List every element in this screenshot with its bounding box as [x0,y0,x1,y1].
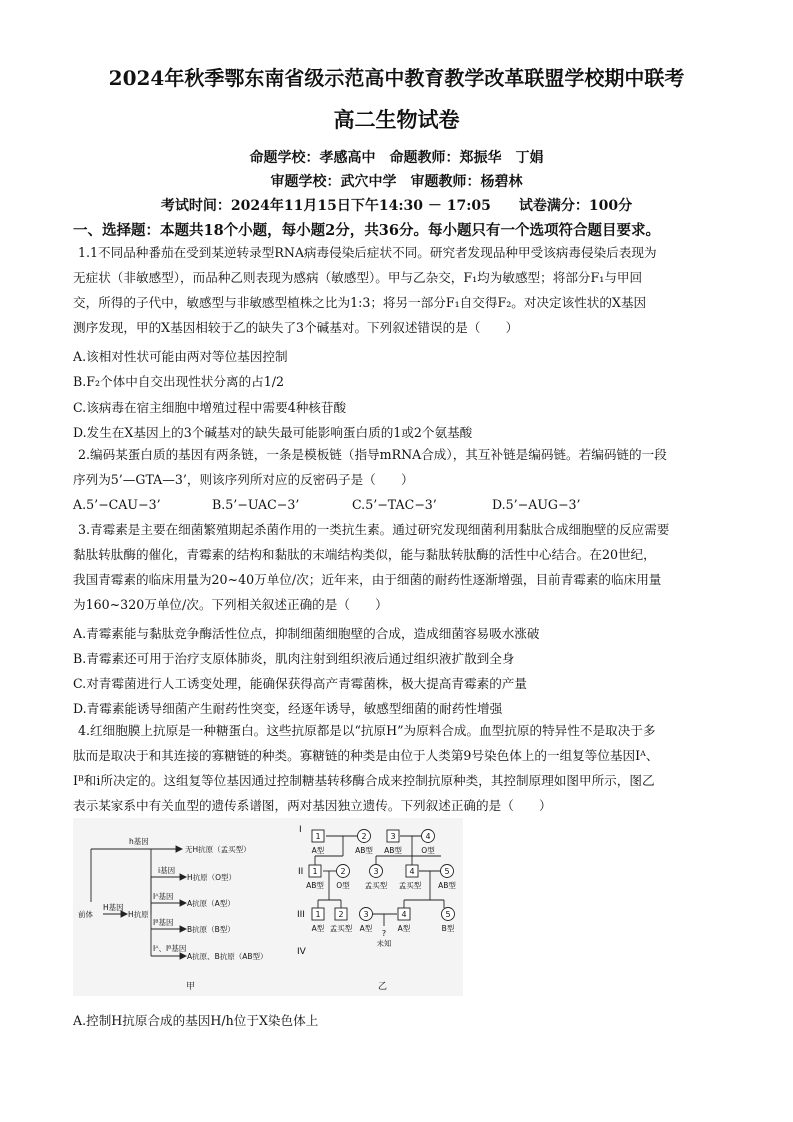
pedigree-label: B型 [441,924,455,933]
q1-option-d: D.发生在X基因上的3个碱基对的缺失最可能影响蛋白质的1或2个氨基酸 [73,425,473,440]
pedigree-label: A型 [359,924,373,933]
blood-type-figure [73,818,463,996]
exam-subtitle: 高二生物试卷 [333,107,460,132]
pedigree-number: 4 [425,832,431,841]
q3-line: 我国青霉素的临床用量为20~40万单位/次；近年来，由于细菌的耐药性逐渐增强，目前青霉素的临床用量 [73,572,662,587]
generation-label: IV [297,947,306,957]
pedigree-label: AB型 [355,846,373,855]
pedigree-unknown-label: 未知 [376,939,392,948]
pedigree-label: AB型 [438,881,456,890]
pedigree-label: O型 [421,846,435,855]
no-h-antigen-label: 无H抗原（孟买型） [185,845,251,854]
q3-option-c: C.对青霉菌进行人工诱变处理，能确保获得高产青霉菌株，极大提高青霉素的产量 [73,676,527,691]
q3-option-b: B.青霉素还可用于治疗支原体肺炎，肌肉注射到组织液后通过组织液扩散到全身 [73,651,515,666]
q4-line: 肽而是取决于和其连接的寡糖链的种类。寡糖链的种类是由位于人类第9号染色体上的一组复等位基因Iᴬ、 [73,748,659,763]
q4-line: Iᴮ和i所决定的。这组复等位基因通过控制糖基转移酶合成来控制抗原种类，其控制原理如图甲所示，图乙 [73,773,655,788]
H-antigen-O-label: H抗原（O型） [187,873,237,882]
H-gene-label: H基因 [103,903,124,912]
pedigree-unknown-mark: ? [381,929,387,938]
pedigree-label: 孟买型 [329,924,353,933]
pedigree-number: 2 [338,910,344,919]
H-antigen-node-label: H抗原 [128,910,149,919]
A-antigen-label: A抗原（A型） [187,899,235,908]
q1-line: 1.1不同品种番茄在受到某逆转录型RNA病毒侵染后症状不同。研究者发现品种甲受该病毒侵染后表现为 [78,245,657,260]
q1-line: 测序发现，甲的X基因相较于乙的缺失了3个碱基对。下列叙述错误的是（ ） [73,320,519,335]
q1-option-b: B.F₂个体中自交出现性状分离的占1/2 [73,374,285,389]
pedigree-label: 孟买型 [364,881,388,890]
IB-gene-label: Iᴮ基因 [153,918,174,927]
q2-option-d: D.5’−AUG−3’ [492,497,581,512]
IAIB-gene-label: Iᴬ、Iᴮ基因 [153,944,187,953]
q2-option-a: A.5’−CAU−3’ [73,497,161,512]
h-gene-label: h基因 [129,837,149,846]
generation-label: II [298,867,304,877]
q4-option-a: A.控制H抗原合成的基因H/h位于X染色体上 [73,1013,319,1028]
q1-line: 无症状（非敏感型），而品种乙则表现为感病（敏感型）。甲与乙杂交，F₁均为敏感型；将部分F₁与甲回 [73,270,643,285]
q4-line: 4.红细胞膜上抗原是一种糖蛋白。这些抗原都是以“抗原H”为原料合成。血型抗原的特异性不是取决于多 [78,723,656,738]
q3-option-a: A.青霉素能与黏肽竞争酶活性位点，抑制细菌细胞壁的合成，造成细菌容易吸水涨破 [73,626,540,641]
pedigree-number: 3 [363,910,369,919]
q4-line: 表示某家系中有关血型的遗传系谱图，两对基因独立遗传。下列叙述正确的是（ ） [73,798,552,813]
q1-option-a: A.该相对性状可能由两对等位基因控制 [73,349,288,364]
q2-line: 2.编码某蛋白质的基因有两条链，一条是模板链（指导mRNA合成），其互补链是编码链。若编码链的一段 [78,447,667,462]
figure-jia-caption: 甲 [186,982,196,992]
pedigree-number: 1 [312,867,318,876]
pedigree-number: 2 [361,832,367,841]
exam-title: 2024年秋季鄂东南省级示范高中教育教学改革联盟学校期中联考 [108,66,685,90]
pedigree-number: 4 [409,867,415,876]
pedigree-number: 5 [444,867,450,876]
q2-option-c: C.5’−TAC−3’ [352,497,437,512]
pedigree-number: 2 [340,867,346,876]
pedigree-label: O型 [336,881,350,890]
B-antigen-label: B抗原（B型） [187,925,235,934]
pedigree-number: 3 [373,867,379,876]
q2-option-b: B.5’−UAC−3’ [212,497,300,512]
q1-option-c: C.该病毒在宿主细胞中增殖过程中需要4种核苷酸 [73,400,347,415]
proposer-line: 命题学校：孝感高中 命题教师：郑振华 丁娟 [249,150,544,166]
generation-label: III [297,910,305,920]
q3-line: 3.青霉素是主要在细菌繁殖期起杀菌作用的一类抗生素。通过研究发现细菌利用黏肽合成细胞壁的反应需要 [78,522,670,537]
figure-yi-caption: 乙 [378,982,388,992]
pedigree-number: 4 [401,910,407,919]
exam-info-line: 考试时间：2024年11月15日下午14:30 － 17:05 试卷满分：100分 [160,198,633,214]
pedigree-number: 1 [315,910,321,919]
generation-label: I [299,825,302,835]
q3-line: 为160~320万单位/次。下列相关叙述正确的是（ ） [73,597,388,612]
pedigree-label: A型 [311,924,325,933]
pedigree-label: A型 [397,924,411,933]
pedigree-number: 1 [315,832,321,841]
precursor-label: 前体 [78,910,93,919]
q1-line: 交，所得的子代中，敏感型与非敏感型植株之比为1:3；将另一部分F₁自交得F₂。对决定该性状的X基因 [73,295,647,310]
pedigree-label: AB型 [384,846,402,855]
IA-gene-label: Iᴬ基因 [153,892,174,901]
pedigree-label: AB型 [306,881,324,890]
q2-line: 序列为5’—GTA—3’，则该序列所对应的反密码子是（ ） [73,472,414,487]
pedigree-label: 孟买型 [398,881,422,890]
q3-option-d: D.青霉素能诱导细菌产生耐药性突变，经逐年诱导，敏感型细菌的耐药性增强 [73,701,503,716]
pedigree-number: 3 [390,832,396,841]
figure-svg [73,818,463,996]
pedigree-number: 5 [445,910,451,919]
section-heading: 一、选择题：本题共18个小题，每小题2分，共36分。每小题只有一个选项符合题目要求。 [73,222,660,239]
reviewer-line: 审题学校：武穴中学 审题教师：杨碧林 [270,174,523,190]
q3-line: 黏肽转肽酶的催化，青霉素的结构和黏肽的末端结构类似，能与黏肽转肽酶的活性中心结合。在20世纪， [73,547,656,562]
pedigree-label: A型 [311,846,325,855]
AB-antigen-label: A抗原、B抗原（AB型） [187,952,268,961]
i-gene-label: i基因 [158,866,176,875]
